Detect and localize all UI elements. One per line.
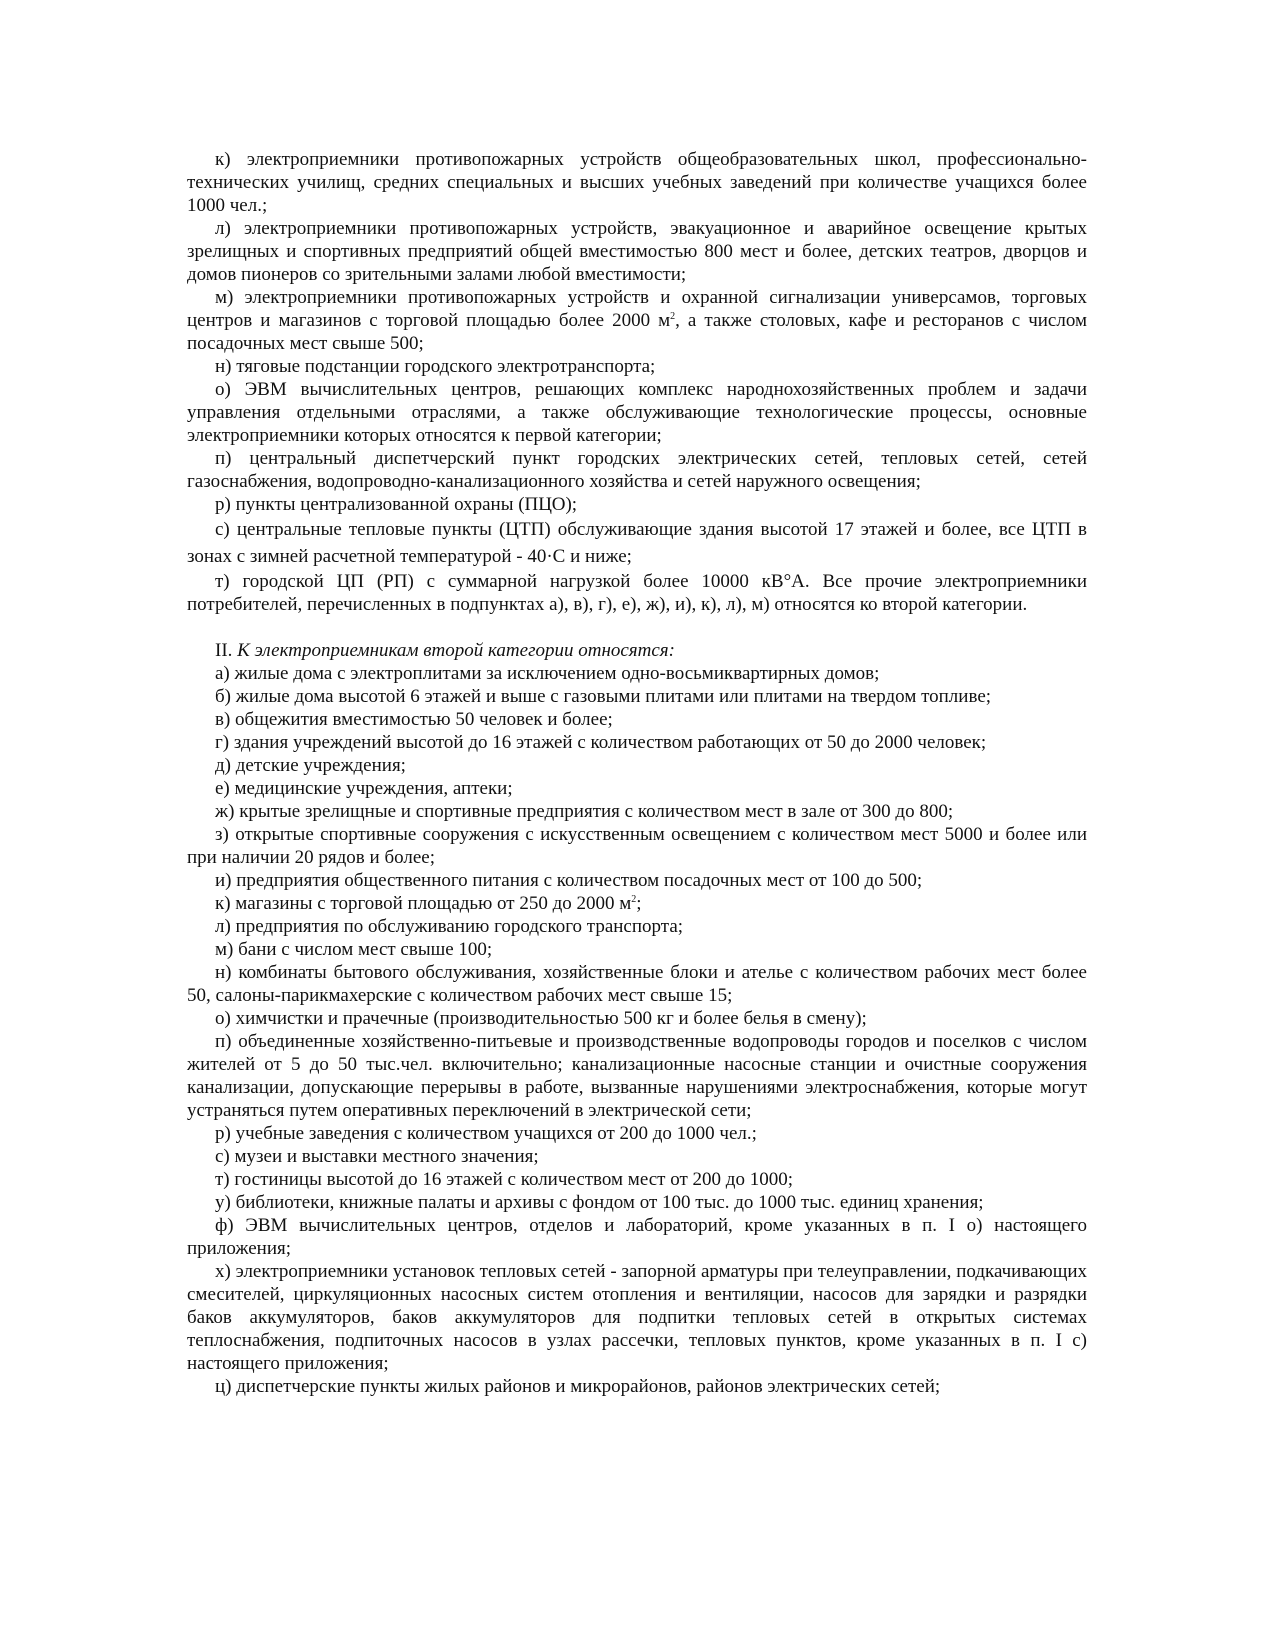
item-s-heat-points: с) центральные тепловые пункты (ЦТП) обслуживающие здания высотой 17 этажей и более, все ЦТП в зонах с зимней расчетной температурой - 40·С и ниже; bbox=[187, 519, 1087, 567]
cat2-item-o: о) химчистки и прачечные (производительностью 500 кг и более белья в смену); bbox=[215, 1008, 867, 1029]
item-o-computer-centers: о) ЭВМ вычислительных центров, решающих комплекс народнохозяйственных проблем и задачи управления отдельными отраслями, а также обслуживающие технологические процессы, основные электроприемники которых относятся к первой категории; bbox=[187, 379, 1087, 446]
cat2-item-d: д) детские учреждения; bbox=[215, 755, 406, 776]
cat2-item-z: з) открытые спортивные сооружения с искусственным освещением с количеством мест 5000 и более или при наличии 20 рядов и более; bbox=[187, 824, 1087, 868]
cat2-item-v: в) общежития вместимостью 50 человек и более; bbox=[215, 709, 613, 730]
item-m-text-b: , а также столовых, кафе и ресторанов с числом посадочных мест свыше 500; bbox=[187, 310, 1087, 354]
cat2-item-b: б) жилые дома высотой 6 этажей и выше с газовыми плитами или плитами на твердом топливе; bbox=[215, 686, 992, 707]
cat2-item-k-superscript: 2 bbox=[631, 894, 637, 905]
cat2-item-f: ф) ЭВМ вычислительных центров, отделов и лабораторий, кроме указанных в п. I о) настоящего приложения; bbox=[187, 1215, 1087, 1259]
item-r-security-points: р) пункты централизованной охраны (ПЦО); bbox=[215, 494, 578, 515]
cat2-item-p: п) объединенные хозяйственно-питьевые и производственные водопроводы городов и поселков с числом жителей от 5 до 50 тыс.чел. включительно; канализационные насосные станции и очистные сооружения канализации, допускающие перерывы в работе, вызванные нарушениями электроснабжения, которые могут устраняться путем оперативных переключений в электрической сети; bbox=[187, 1031, 1087, 1121]
cat2-item-h: х) электроприемники установок тепловых сетей - запорной арматуры при телеуправлении, подкачивающих смесителей, циркуляционных насосных систем отопления и вентиляции, насосов для зарядки и разрядки баков аккумуляторов, баков аккумуляторов для подпитки тепловых сетей в открытых системах теплоснабжения, подпиточных насосов в узлах рассечки, тепловых пунктов, кроме указанных в п. I с) настоящего приложения; bbox=[187, 1261, 1087, 1374]
item-k-fire-devices-schools: к) электроприемники противопожарных устройств общеобразовательных школ, профессионально-технических училищ, средних специальных и высших учебных заведений при количестве учащихся более 1000 чел.; bbox=[187, 149, 1087, 216]
section-heading-category-2 bbox=[187, 639, 1087, 662]
item-m-text-a: м) электроприемники противопожарных устройств и охранной сигнализации универсамов, торговых центров и магазинов с торговой площадью более 2000 м bbox=[187, 287, 1087, 331]
section-gap bbox=[187, 616, 1087, 639]
cat2-item-e: е) медицинские учреждения, аптеки; bbox=[215, 778, 513, 799]
cat2-item-s: с) музеи и выставки местного значения; bbox=[215, 1146, 539, 1167]
item-n-traction-substations: н) тяговые подстанции городского электротранспорта; bbox=[215, 356, 656, 377]
cat2-item-a: а) жилые дома с электроплитами за исключением одно-восьмиквартирных домов; bbox=[215, 663, 880, 684]
cat2-item-k-text-a: к) магазины с торговой площадью от 250 до 2000 м bbox=[215, 893, 632, 914]
cat2-item-u: у) библиотеки, книжные палаты и архивы с фондом от 100 тыс. до 1000 тыс. единиц хранения; bbox=[215, 1192, 984, 1213]
cat2-item-m: м) бани с числом мест свыше 100; bbox=[215, 939, 493, 960]
cat2-item-i: и) предприятия общественного питания с количеством посадочных мест от 100 до 500; bbox=[215, 870, 923, 891]
item-m-superscript: 2 bbox=[670, 311, 676, 322]
cat2-item-r: р) учебные заведения с количеством учащихся от 200 до 1000 чел.; bbox=[215, 1123, 757, 1144]
document-page bbox=[187, 148, 1087, 1398]
section-heading-number: II. bbox=[215, 640, 238, 661]
section-heading-text: К электроприемникам второй категории относятся: bbox=[237, 640, 675, 661]
item-p-dispatch-center: п) центральный диспетчерский пункт городских электрических сетей, тепловых сетей, сетей газоснабжения, водопроводно-канализационного хозяйства и сетей наружного освещения; bbox=[187, 448, 1087, 492]
cat2-item-t: т) гостиницы высотой до 16 этажей с количеством мест от 200 до 1000; bbox=[215, 1169, 793, 1190]
cat2-item-zh: ж) крытые зрелищные и спортивные предприятия с количеством мест в зале от 300 до 800; bbox=[215, 801, 954, 822]
cat2-item-g: г) здания учреждений высотой до 16 этажей с количеством работающих от 50 до 2000 человек; bbox=[215, 732, 987, 753]
cat2-item-k bbox=[187, 892, 1087, 915]
item-l-fire-devices-theaters: л) электроприемники противопожарных устройств, эвакуационное и аварийное освещение крытых зрелищных и спортивных предприятий общей вместимостью 800 мест и более, детских театров, дворцов и домов пионеров со зрительными залами любой вместимости; bbox=[187, 218, 1087, 285]
item-t-city-substation: т) городской ЦП (РП) с суммарной нагрузкой более 10000 кВ°А. Все прочие электроприемники потребителей, перечисленных в подпунктах а), в), г), е), ж), и), к), л), м) относятся ко второй категории. bbox=[187, 571, 1087, 615]
cat2-item-l: л) предприятия по обслуживанию городского транспорта; bbox=[215, 916, 684, 937]
cat2-item-n: н) комбинаты бытового обслуживания, хозяйственные блоки и ателье с количеством рабочих мест более 50, салоны-парикмахерские с количеством рабочих мест свыше 15; bbox=[187, 962, 1087, 1006]
item-m-supermarkets bbox=[187, 286, 1087, 355]
cat2-item-k-text-b: ; bbox=[636, 893, 642, 914]
cat2-item-ts: ц) диспетчерские пункты жилых районов и микрорайонов, районов электрических сетей; bbox=[215, 1376, 941, 1397]
